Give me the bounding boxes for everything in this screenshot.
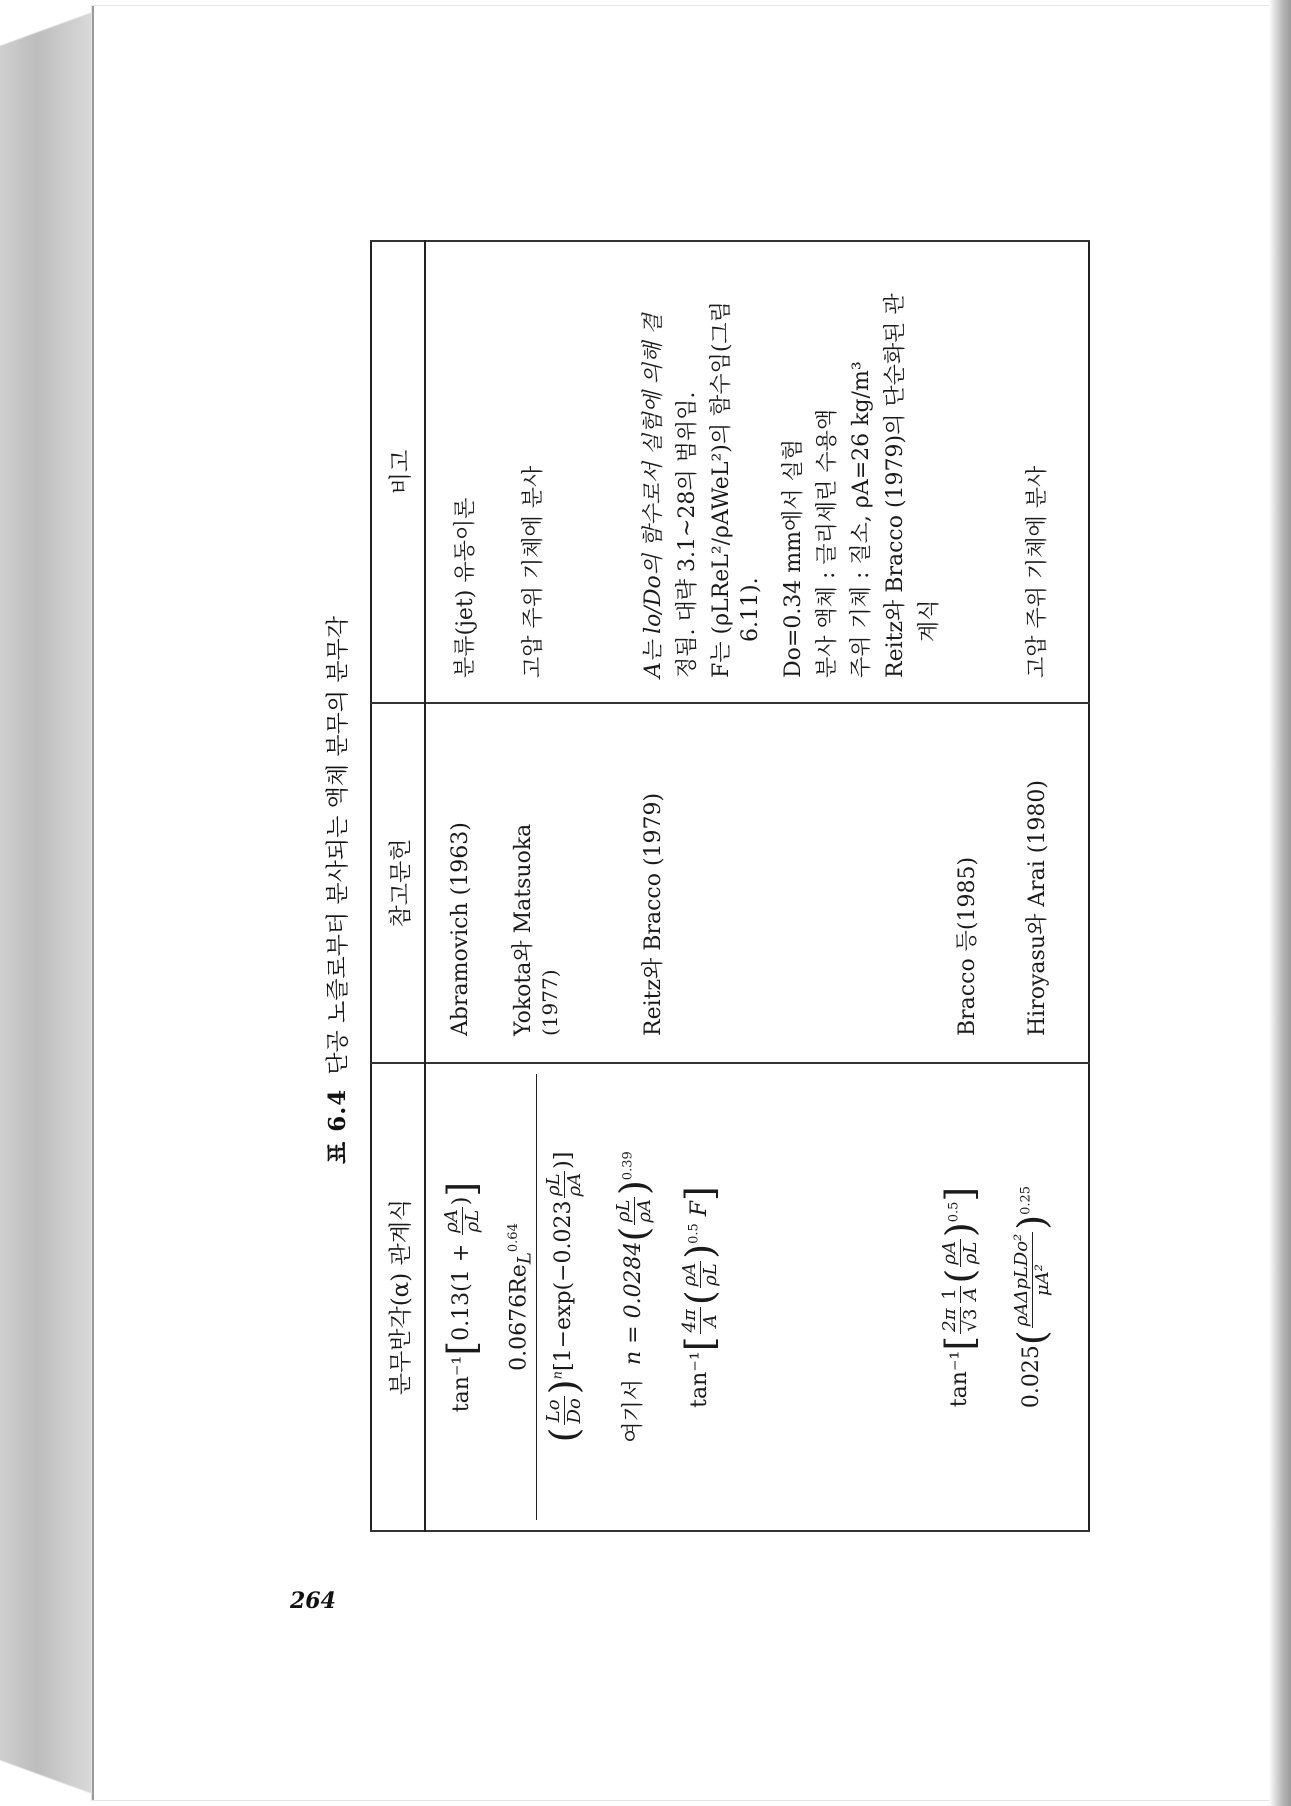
formula-3: 여기서 n = 0.0284( ρL ρA )$^{0.39}$ <box>612 1151 656 1443</box>
remark-5: 고압 주위 기체에 분사 <box>1025 465 1050 678</box>
rotated-table-block <box>316 220 1086 1560</box>
book-edge-left <box>0 0 92 1806</box>
reference-4: Bracco 등(1985) <box>955 856 980 1036</box>
formula-cell <box>425 1063 1089 1531</box>
formula-5: tan⁻¹[ 2π √3 1 A ( ρA ρL )$^{0.5}$] <box>938 1186 982 1408</box>
table-header-row <box>371 241 425 1531</box>
spray-angle-table <box>370 240 1090 1532</box>
header-remarks: 비고 <box>371 241 425 703</box>
formula-6: 0.025( ρAΔpLDo² μA² )$^{0.25}$ <box>1010 1185 1054 1409</box>
header-formula: 분무반각(α) 관계식 <box>371 1063 425 1531</box>
remark-3f: 분사 액체 : 글리세린 수용액 <box>815 408 840 678</box>
reference-cell <box>425 703 1089 1063</box>
table-caption-title: 단공 노즐로부터 분사되는 액체 분무의 분무각 <box>325 616 351 1075</box>
remark-3g: 주위 기체 : 질소, ρA=26 kg/m³ <box>849 361 874 678</box>
header-reference: 참고문헌 <box>371 703 425 1063</box>
remark-3e: Do=0.34 mm에서 실험 <box>781 438 806 678</box>
reference-2a: Yokota와 Matsuoka <box>511 823 536 1036</box>
reference-1: Abramovich (1963) <box>448 822 473 1036</box>
remark-1: 분류(jet) 유동이론 <box>453 497 478 678</box>
formula-2-denominator: ( Lo Do )$^n$[1−exp(−0.023 ρL ρA )] <box>542 1151 586 1443</box>
formula-4: tan⁻¹[ 4π A ( ρA ρL )$^{0.5}$ F] <box>678 1186 722 1408</box>
remark-3b: 정됨. 대략 3.1~28의 범위임. <box>675 391 700 678</box>
remark-3d: 6.11). <box>738 577 763 642</box>
table-caption <box>316 220 360 1560</box>
remarks-cell <box>425 241 1089 703</box>
remark-2: 고압 주위 기체에 분사 <box>521 465 546 678</box>
remark-4a: Reitz와 Bracco (1979)의 단순화된 관 <box>883 293 908 678</box>
book-edge-bottom-corner <box>0 1746 92 1806</box>
remark-3a: A는 lo/Do의 함수로서 실험에 의해 결 <box>641 313 666 678</box>
table-body-row <box>425 241 1089 1531</box>
reference-2b: (1977) <box>538 969 562 1036</box>
page-right-shadow <box>1269 0 1291 1806</box>
reference-5: Hiroyasu와 Arai (1980) <box>1025 780 1050 1036</box>
formula-2-numerator: $0.0676Re_L^{0.64}$ <box>506 1223 536 1371</box>
page-number: 264 <box>290 1588 336 1614</box>
reference-3: Reitz와 Bracco (1979) <box>641 792 666 1036</box>
formula-1: tan⁻¹[0.13(1 + ρA ρL )] <box>440 1181 484 1413</box>
remark-4b: 계식 <box>917 599 942 642</box>
formula-2-fraction-bar <box>536 1074 537 1520</box>
remark-3c: F는 (ρLReL²/ρAWeL²)의 함수임(그림 <box>709 301 734 678</box>
table-caption-label: 표 6.4 <box>324 1088 351 1164</box>
book-edge-top-corner <box>0 0 92 60</box>
